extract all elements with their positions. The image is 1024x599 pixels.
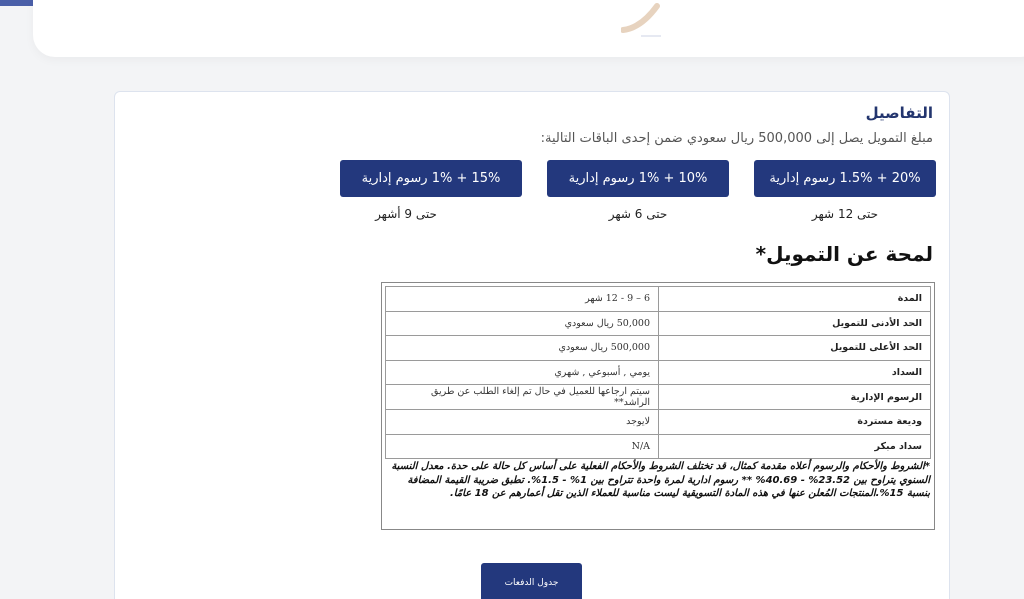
row-label: الحد الأعلى للتمويل [659,336,931,361]
package-duration-6: حتى 6 شهر [608,207,668,221]
row-label: المدة [659,287,931,312]
row-label: الرسوم الإدارية [659,385,931,410]
table-row [386,287,931,312]
terms-box [381,282,935,530]
package-button-15[interactable]: 15% + 1% رسوم إدارية [340,160,522,197]
glance-title: لمحة عن التمويل* [755,242,933,266]
details-intro: مبلغ التمويل يصل إلى 500,000 ريال سعودي ضمن إحدى الباقات التالية: [540,131,933,146]
details-card [114,91,950,599]
decorative-swoosh [621,0,681,40]
table-row [386,409,931,434]
row-value: N/A [386,434,659,459]
terms-footnote: *الشروط والأحكام والرسوم أعلاه مقدمة كمثال، قد تختلف الشروط والأحكام الفعلية على أساس كل حالة على حدة. معدل النسبة السنوي يتراوح بين 23.52% - 40.69% ** رسوم ادارية لمرة واحدة تتراوح بين 1% - 1.5%. تطبق ضريبة القيمة المضافة بنسبة 15%.المنتجات المُعلن عنها في هذه المادة التسويقية ليست مناسبة للعملاء الذين تقل أعمارهم عن 18 عامًا. [391,461,930,499]
terms-table [385,286,931,459]
table-row [386,311,931,336]
package-button-20[interactable]: 20% + 1.5% رسوم إدارية [754,160,936,197]
row-value: لايوجد [386,409,659,434]
package-duration-9: حتى 9 أشهر [375,207,437,221]
table-row [386,434,931,459]
table-row [386,336,931,361]
package-duration-12: حتى 12 شهر [811,207,879,221]
row-label: سداد مبكر [659,434,931,459]
row-label: السداد [659,360,931,385]
row-value: سيتم ارجاعها للعميل في حال تم إلغاء الطلب عن طريق الراشد** [386,385,659,410]
row-label: الحد الأدنى للتمويل [659,311,931,336]
package-button-10[interactable]: 10% + 1% رسوم إدارية [547,160,729,197]
row-value: 50,000 ريال سعودي [386,311,659,336]
header-card [33,0,1024,57]
table-row [386,385,931,410]
row-value: يومي , أسبوعي , شهري [386,360,659,385]
row-value: 6 – 9 - 12 شهر [386,287,659,312]
row-label: وديعة مستردة [659,409,931,434]
table-row [386,360,931,385]
details-title: التفاصيل [865,104,933,122]
payment-schedule-button[interactable]: جدول الدفعات [481,563,582,599]
row-value: 500,000 ريال سعودي [386,336,659,361]
